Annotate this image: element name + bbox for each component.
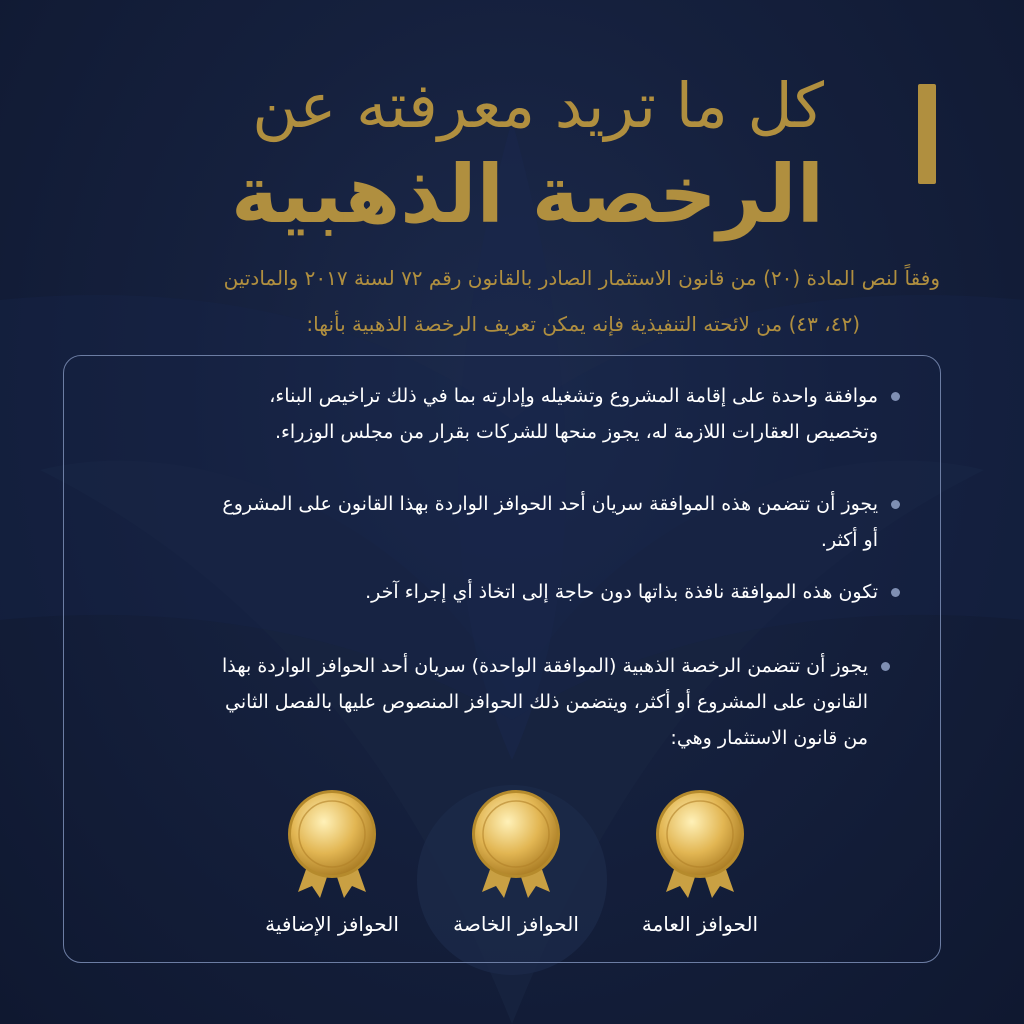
list-item: [98, 648, 868, 756]
gold-medal-icon: [284, 788, 380, 900]
bullet-dot-icon: [881, 662, 890, 671]
bullet-dot-icon: [891, 588, 900, 597]
gold-medal-icon: [652, 788, 748, 900]
intro-text-line2: (٤٢، ٤٣) من لائحته التنفيذية فإنه يمكن تعريف الرخصة الذهبية بأنها:: [306, 312, 860, 336]
list-item-text: القانون على المشروع أو أكثر، ويتضمن ذلك الحوافز المنصوص عليها بالفصل الثاني: [225, 691, 868, 713]
list-item-text: أو أكثر.: [820, 529, 878, 551]
list-item-text: يجوز أن تتضمن الرخصة الذهبية (الموافقة الواحدة) سريان أحد الحوافز الواردة بهذا: [222, 655, 868, 677]
list-item: [98, 378, 878, 450]
page-title-line1: كل ما تريد معرفته عن: [252, 69, 824, 142]
list-item-text: وتخصيص العقارات اللازمة له، يجوز منحها للشركات بقرار من مجلس الوزراء.: [274, 421, 878, 443]
intro-text-line1: وفقاً لنص المادة (٢٠) من قانون الاستثمار الصادر بالقانون رقم ٧٢ لسنة ٢٠١٧ والمادتين: [223, 266, 940, 290]
medal-label-general: الحوافز العامة: [641, 912, 759, 936]
gold-medal-icon: [468, 788, 564, 900]
page-title-line2: الرخصة الذهبية: [230, 148, 824, 241]
title-accent-bar: [918, 84, 936, 184]
list-item: [98, 574, 878, 610]
list-item-text: يجوز أن تتضمن هذه الموافقة سريان أحد الحوافز الواردة بهذا القانون على المشروع: [222, 493, 878, 515]
medal-label-additional: الحوافز الإضافية: [265, 912, 399, 936]
list-item-text: موافقة واحدة على إقامة المشروع وتشغيله وإدارته بما في ذلك تراخيص البناء،: [269, 385, 878, 407]
medal-label-special: الحوافز الخاصة: [453, 912, 579, 936]
bullet-dot-icon: [891, 500, 900, 509]
bullet-dot-icon: [891, 392, 900, 401]
list-item: [98, 486, 878, 558]
list-item-text: تكون هذه الموافقة نافذة بذاتها دون حاجة إلى اتخاذ أي إجراء آخر.: [365, 581, 878, 603]
list-item-text: من قانون الاستثمار وهي:: [670, 727, 868, 749]
